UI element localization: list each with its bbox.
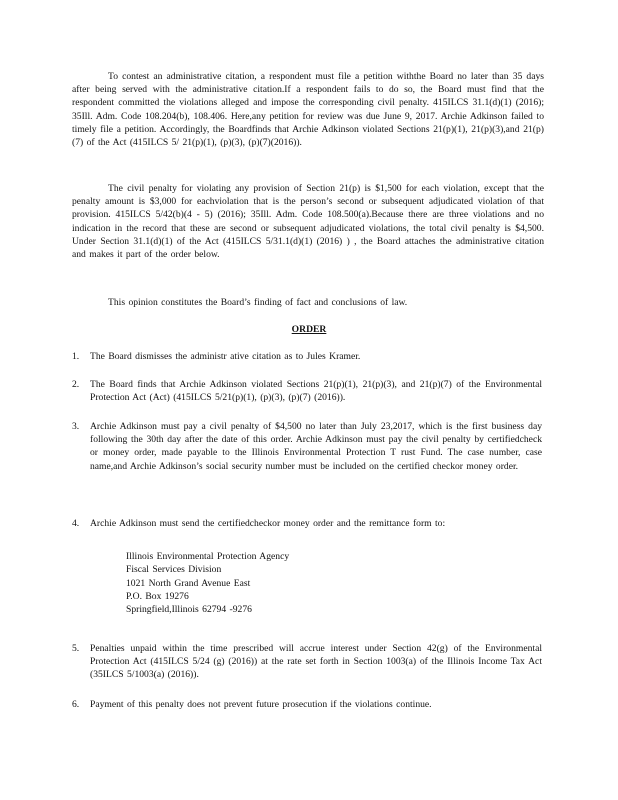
order-item-number: 4.: [72, 518, 80, 529]
order-item-1: [72, 350, 542, 363]
order-item-text: The Board finds that Archie Adkinson violated Sections 21(p)(1), 21(p)(3), and 21(p)(7) of the Environmental Protection Act (Act) (415ILCS 5/21(p)(1), (p)(3), (p)(7) (2016)).: [90, 379, 542, 404]
order-item-number: 1.: [72, 351, 80, 362]
order-item-number: 3.: [72, 421, 80, 432]
address-division: Fiscal Services Division: [126, 564, 222, 576]
order-item-5: [72, 642, 542, 682]
order-item-number: 6.: [72, 699, 80, 710]
remittance-address: [90, 550, 542, 616]
paragraph-contest-citation: To contest an administrative citation, a respondent must file a petition withthe Board no later than 35 days after being served with the administrative citation.If a respondent fails to do so, the Board must find that the respondent committed the violations alleged and impose the corresponding civil penalty. 415ILCS 31.1(d)(1) (2016); 35Ill. Adm. Code 108.204(b), 108.406. Here,any petition for review was due June 9, 2017. Archie Adkinson failed to timely file a petition. Accordingly, the Boardfinds that Archie Adkinson violated Sections 21(p)(1), 21(p)(3),and 21(p)(7) of the Act (415ILCS 5/ 21(p)(1), (p)(3), (p)(7)(2016)).: [72, 71, 544, 149]
order-item-text: Payment of this penalty does not prevent future prosecution if the violations continue.: [90, 699, 432, 710]
order-item-text: Penalties unpaid within the time prescribed will accrue interest under Section 42(g) of the Environmental Protection Act (415ILCS 5/24 (g) (2016)) at the rate set forth in Section 1003(a) of the Illinois Income Tax Act (35ILCS 5/1003(a) (2016)).: [90, 643, 542, 681]
order-item-3: [72, 420, 542, 473]
order-item-text: Archie Adkinson must send the certifiedcheckor money order and the remittance form to:: [90, 518, 446, 529]
address-po-box: P.O. Box 19276: [126, 590, 189, 602]
order-item-number: 5.: [72, 643, 80, 654]
address-agency: Illinois Environmental Protection Agency: [126, 551, 290, 563]
order-heading: ORDER: [291, 324, 327, 335]
order-item-number: 2.: [72, 379, 80, 390]
order-item-text: Archie Adkinson must pay a civil penalty of $4,500 no later than July 23,2017, which is the first business day following the 30th day after the date of this order. Archie Adkinson must pay the civil penalty by certifiedcheck or money order, made payable to the Illinois Environmental Protection T rust Fund. The case number, case name,and Archie Adkinson’s social security number must be included on the certified checkor money order.: [90, 421, 542, 472]
order-item-4: [72, 517, 542, 616]
order-item-6: [72, 698, 542, 711]
order-item-2: [72, 378, 542, 404]
address-city: Springfield,Illinois 62794 -9276: [126, 604, 252, 616]
paragraph-finding-of-fact: This opinion constitutes the Board’s finding of fact and conclusions of law.: [108, 297, 408, 308]
paragraph-civil-penalty: The civil penalty for violating any provision of Section 21(p) is $1,500 for each violation, except that the penalty amount is $3,000 for eachviolation that is the person’s second or subsequent adjudicated violation of that provision. 415ILCS 5/42(b)(4 - 5) (2016); 35Ill. Adm. Code 108.500(a).Because there are three violations and no indication in the record that these are second or subsequent adjudicated violations, the total civil penalty is $4,500. Under Section 31.1(d)(1) of the Act (415ILCS 5/31.1(d)(1) (2016) ) , the Board attaches the administrative citation and makes it part of the order below.: [72, 183, 544, 261]
address-street: 1021 North Grand Avenue East: [126, 577, 251, 589]
order-item-text: The Board dismisses the administr ative citation as to Jules Kramer.: [90, 351, 361, 362]
